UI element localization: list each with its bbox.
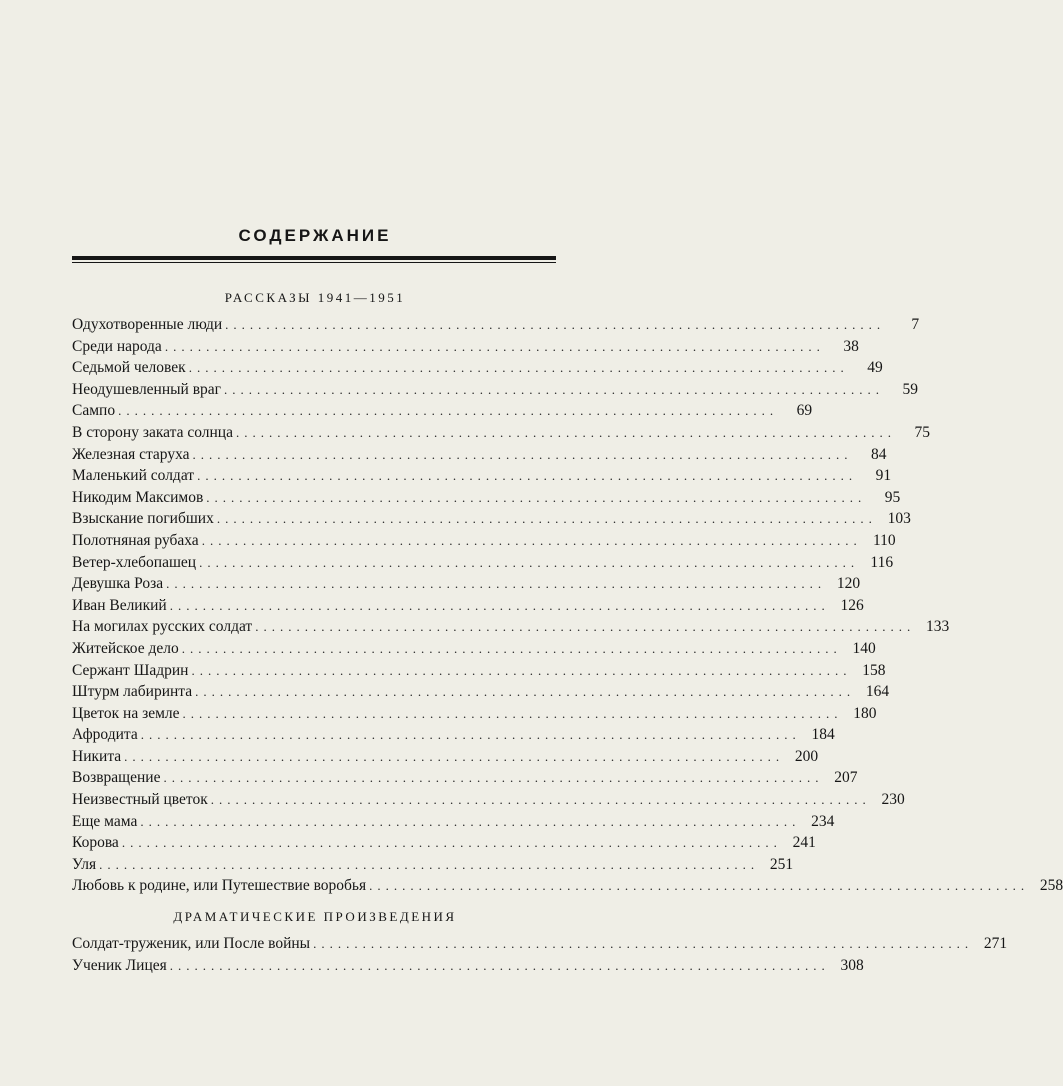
toc-entry-title: Среди народа xyxy=(72,337,162,355)
toc-entry-title: Неизвестный цветок xyxy=(72,791,208,809)
toc-entry-page: 271 xyxy=(983,935,1008,952)
toc-leader-dots: ................................................................................ xyxy=(224,381,885,397)
toc-leader-dots: ................................................................................ xyxy=(181,640,842,656)
toc-entry xyxy=(72,359,883,381)
toc-leader-dots: ................................................................................ xyxy=(188,360,849,376)
toc-leader-dots: ................................................................................ xyxy=(118,403,779,419)
toc-entry xyxy=(72,423,930,446)
toc-entry-page: 59 xyxy=(902,380,919,398)
toc-leader-dots: ................................................................................ xyxy=(225,317,886,332)
toc-entry xyxy=(72,445,887,468)
toc-entry-page: 241 xyxy=(792,834,816,852)
toc-entry-page: 95 xyxy=(884,488,901,506)
toc-entry-title: Ветер-хлебопашец xyxy=(72,553,197,571)
toc-leader-dots: ................................................................................ xyxy=(313,936,974,951)
toc-entry-title: Никодим Максимов xyxy=(72,488,204,506)
toc-leader-dots: ................................................................................ xyxy=(255,619,916,635)
toc-entry xyxy=(72,575,861,597)
toc-leader-dots: ................................................................................ xyxy=(235,424,896,440)
toc-leader-dots: ................................................................................ xyxy=(195,684,856,700)
toc-entry xyxy=(72,488,901,511)
toc-dramas xyxy=(72,935,1008,978)
toc-leader-dots: ................................................................................ xyxy=(369,878,1030,894)
toc-leader-dots: ................................................................................ xyxy=(99,856,760,872)
toc-entry-page: 69 xyxy=(796,402,813,420)
toc-entry xyxy=(72,380,919,403)
toc-entry xyxy=(72,661,886,684)
toc-entry-title: Неодушевленный враг xyxy=(72,380,222,398)
toc-entry-page: 7 xyxy=(911,316,920,333)
toc-entry xyxy=(72,531,896,554)
toc-entry-page: 116 xyxy=(870,553,894,571)
toc-entry-title: Уля xyxy=(72,855,97,873)
title-rule-thick xyxy=(72,256,556,260)
toc-entry xyxy=(72,812,835,835)
toc-entry-title: Цветок на земле xyxy=(72,704,180,722)
toc-leader-dots: ................................................................................ xyxy=(206,489,867,505)
toc-entry xyxy=(72,935,1008,957)
toc-entry-page: 207 xyxy=(834,769,858,787)
toc-entry-page: 164 xyxy=(865,683,890,701)
toc-entry-page: 184 xyxy=(811,726,835,744)
toc-entry xyxy=(72,553,894,576)
title-rule-thin xyxy=(72,262,556,263)
toc-entry-title: Возвращение xyxy=(72,769,161,787)
toc-entry-page: 158 xyxy=(862,661,886,679)
toc-entry xyxy=(72,791,905,813)
toc-leader-dots: ................................................................................ xyxy=(169,957,830,973)
toc-entry xyxy=(72,337,859,360)
toc-leader-dots: ................................................................................ xyxy=(163,770,824,786)
toc-entry-page: 180 xyxy=(853,704,877,722)
toc-entry xyxy=(72,510,911,532)
toc-entry xyxy=(72,683,890,705)
toc-entry xyxy=(72,769,858,791)
toc-entry xyxy=(72,467,892,489)
section-heading-stories: РАССКАЗЫ 1941—1951 xyxy=(224,290,406,305)
toc-entry xyxy=(72,639,876,662)
toc-leader-dots: ................................................................................ xyxy=(199,554,860,570)
toc-entry-title: Любовь к родине, или Путешествие воробья xyxy=(72,877,367,895)
toc-entry-page: 140 xyxy=(852,639,876,657)
toc-entry-title: Железная старуха xyxy=(72,445,190,463)
toc-entry-title: Сержант Шадрин xyxy=(72,661,189,679)
toc-leader-dots: ................................................................................ xyxy=(166,576,827,592)
toc-entry xyxy=(72,704,877,727)
toc-entry-page: 120 xyxy=(836,575,861,593)
toc-leader-dots: ................................................................................ xyxy=(124,748,785,764)
toc-entry xyxy=(72,618,950,640)
toc-stories xyxy=(72,316,1063,899)
toc-entry-page: 133 xyxy=(925,618,950,636)
toc-leader-dots: ................................................................................ xyxy=(191,662,852,678)
toc-entry-page: 258 xyxy=(1039,877,1063,895)
toc-entry-title: Иван Великий xyxy=(72,596,167,614)
toc-entry xyxy=(72,596,864,619)
toc-entry-page: 126 xyxy=(840,596,864,614)
toc-entry-page: 49 xyxy=(867,359,883,377)
toc-entry xyxy=(72,877,1063,899)
toc-entry-page: 38 xyxy=(843,337,859,355)
toc-leader-dots: ................................................................................ xyxy=(169,597,830,613)
toc-entry-page: 234 xyxy=(811,812,835,830)
toc-entry-page: 110 xyxy=(873,531,896,549)
toc-entry xyxy=(72,956,864,979)
toc-entry-title: Афродита xyxy=(72,726,138,744)
toc-entry-title: Ученик Лицея xyxy=(72,956,167,974)
toc-entry-page: 200 xyxy=(794,747,819,765)
toc-entry-page: 84 xyxy=(871,445,887,463)
toc-entry-title: Еще мама xyxy=(72,812,138,830)
toc-entry-page: 251 xyxy=(769,855,794,873)
toc-entry xyxy=(72,855,794,878)
toc-entry-title: Житейское дело xyxy=(72,639,179,657)
toc-entry-title: На могилах русских солдат xyxy=(72,618,253,636)
section-heading-dramas: ДРАМАТИЧЕСКИЕ ПРОИЗВЕДЕНИЯ xyxy=(173,909,457,924)
toc-leader-dots: ................................................................................ xyxy=(197,468,858,484)
toc-entry-title: В сторону заката солнца xyxy=(72,423,233,441)
toc-leader-dots: ................................................................................ xyxy=(140,727,801,743)
toc-entry-page: 75 xyxy=(914,423,930,441)
toc-entry xyxy=(72,726,835,748)
toc-entry xyxy=(72,316,920,338)
toc-entry-page: 308 xyxy=(840,956,864,974)
toc-entry-title: Корова xyxy=(72,834,119,852)
toc-entry-title: Штурм лабиринта xyxy=(72,683,193,701)
toc-leader-dots: ................................................................................ xyxy=(164,338,825,354)
toc-entry-page: 103 xyxy=(887,510,911,528)
toc-entry xyxy=(72,834,816,856)
toc-entry xyxy=(72,402,813,424)
toc-entry-title: Сампо xyxy=(72,402,116,420)
toc-entry-title: Седьмой человек xyxy=(72,359,186,377)
toc-leader-dots: ................................................................................ xyxy=(201,532,862,548)
toc-entry-title: Никита xyxy=(72,747,122,765)
toc-entry-title: Солдат-труженик, или После войны xyxy=(72,935,311,952)
toc-leader-dots: ................................................................................ xyxy=(121,835,782,851)
toc-leader-dots: ................................................................................ xyxy=(140,813,801,829)
page-title: СОДЕРЖАНИЕ xyxy=(238,226,392,245)
toc-entry-title: Одухотворенные люди xyxy=(72,316,223,333)
toc-entry-page: 230 xyxy=(881,791,905,809)
toc-entry xyxy=(72,747,819,770)
toc-entry-title: Девушка Роза xyxy=(72,575,164,593)
toc-entry-title: Полотняная рубаха xyxy=(72,531,199,549)
toc-leader-dots: ................................................................................ xyxy=(210,792,871,808)
toc-entry-page: 91 xyxy=(875,467,892,485)
toc-leader-dots: ................................................................................ xyxy=(192,446,853,462)
toc-entry-title: Взыскание погибших xyxy=(72,510,214,528)
toc-leader-dots: ................................................................................ xyxy=(182,705,843,721)
toc-entry-title: Маленький солдат xyxy=(72,467,195,485)
toc-leader-dots: ................................................................................ xyxy=(216,511,877,527)
